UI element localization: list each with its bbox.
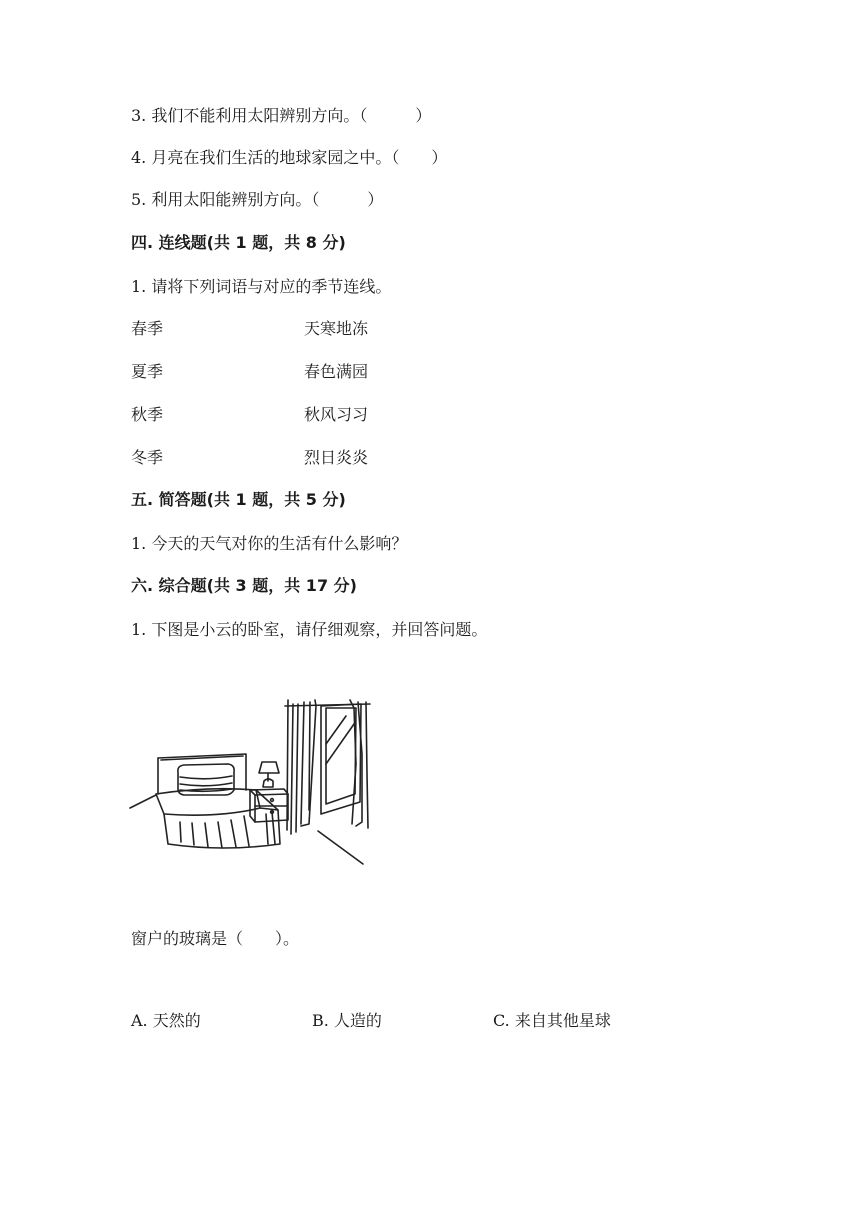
phrase-3: 秋风习习	[304, 405, 369, 424]
option-b: B. 人造的	[312, 1011, 382, 1030]
option-c: C. 来自其他星球	[493, 1011, 611, 1030]
judgement-item-3: 3. 我们不能利用太阳辨别方向。（ ）	[131, 106, 432, 125]
matching-question: 1. 请将下列词语与对应的季节连线。	[131, 277, 392, 296]
phrase-4: 烈日炎炎	[304, 448, 369, 467]
season-winter: 冬季	[131, 448, 164, 467]
season-autumn: 秋季	[131, 405, 164, 424]
comprehensive-question: 1. 下图是小云的卧室，请仔细观察，并回答问题。	[131, 620, 488, 639]
short-answer-question: 1. 今天的天气对你的生活有什么影响？	[131, 534, 408, 553]
sub-question-glass: 窗户的玻璃是（ ）。	[131, 929, 300, 948]
judgement-item-4: 4. 月亮在我们生活的地球家园之中。（ ）	[131, 148, 448, 167]
season-summer: 夏季	[131, 362, 164, 381]
season-spring: 春季	[131, 319, 164, 338]
phrase-2: 春色满园	[304, 362, 369, 381]
judgement-item-5: 5. 利用太阳能辨别方向。（ ）	[131, 190, 384, 209]
section-heading-short-answer: 五. 简答题(共 1 题，共 5 分)	[131, 490, 346, 509]
section-heading-comprehensive: 六. 综合题(共 3 题，共 17 分)	[131, 576, 357, 595]
bedroom-illustration-icon	[128, 694, 373, 872]
section-heading-matching: 四. 连线题(共 1 题，共 8 分)	[131, 233, 346, 252]
option-a: A. 天然的	[131, 1011, 201, 1030]
phrase-1: 天寒地冻	[304, 319, 369, 338]
